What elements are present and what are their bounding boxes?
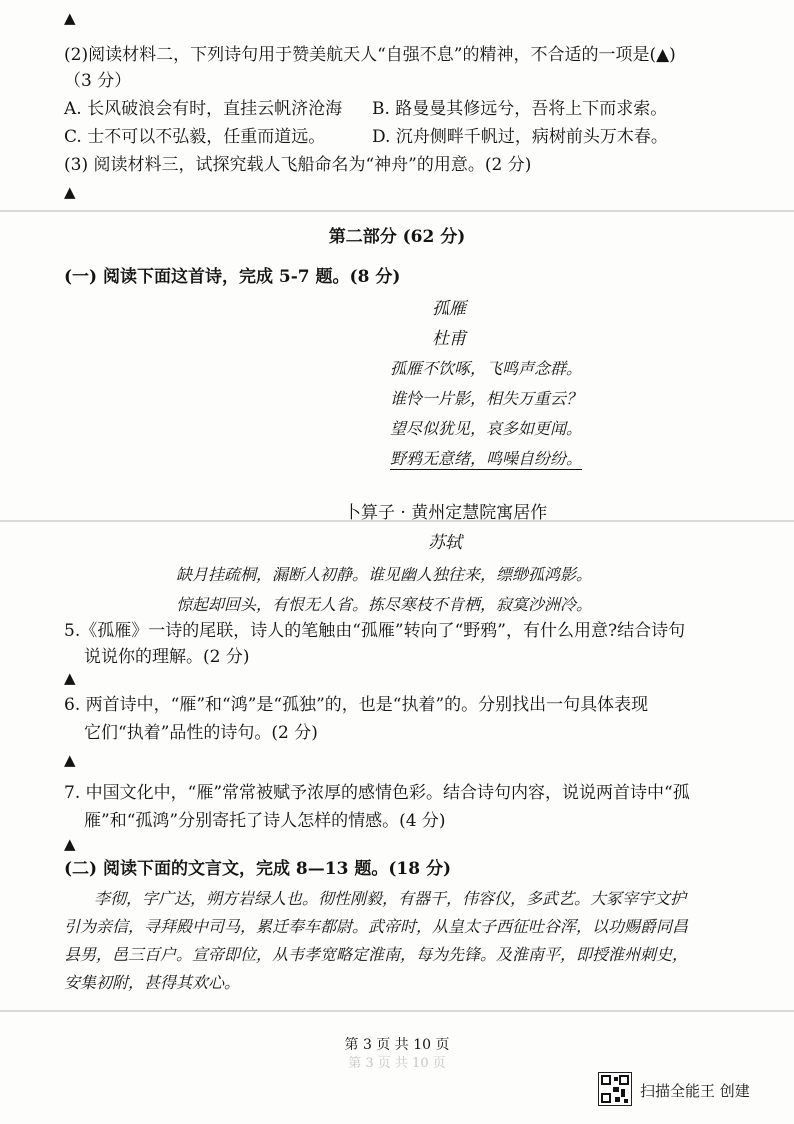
passage-line-4: 安集初附，甚得其欢心。 [64, 973, 241, 992]
option-a: A. 长风破浪会有时，直挂云帆济沧海 [64, 99, 343, 119]
scan-noise [0, 1010, 794, 1012]
question-6-line-1: 6. 两首诗中，“雁”和“鸿”是“孤独”的，也是“执着”的。分别找出一句具体表现 [64, 695, 649, 715]
poem1-author: 杜甫 [432, 329, 466, 349]
poem1-title: 孤雁 [432, 299, 466, 319]
question-4-3: (3) 阅读材料三，试探究载人飞船命名为“神舟”的用意。(2 分) [64, 155, 532, 175]
poem1-line-4-underlined: 野鸦无意绪，鸣噪自纷纷。 [390, 449, 583, 468]
poem1-line-1: 孤雁不饮啄，飞鸣声念群。 [390, 359, 583, 378]
scan-noise [0, 210, 794, 212]
poem2-line-2: 惊起却回头，有恨无人省。拣尽寒枝不肯栖，寂寞沙洲冷。 [176, 595, 593, 614]
question-6-line-2: 它们“执着”品性的诗句。(2 分) [84, 723, 318, 743]
part-two-title: 第二部分 (62 分) [328, 227, 466, 247]
poem1-line-2: 谁怜一片影，相失万重云？ [390, 389, 583, 408]
question-4-2-score: （3 分） [64, 71, 132, 91]
page-number: 第 3 页 共 10 页 [344, 1037, 450, 1053]
poem1-line-4 [390, 448, 582, 470]
answer-marker: ▲ [64, 9, 76, 27]
passage-line-1: 李彻，字广达，朔方岩绿人也。彻性刚毅，有器干，伟容仪，多武艺。大冢宰宇文护 [94, 889, 687, 908]
scanner-brand-label: 扫描全能王 创建 [640, 1082, 750, 1100]
option-c: C. 士不可以不弘毅，任重而道远。 [64, 127, 326, 147]
faint-page-number: 第 3 页 共 10 页 [348, 1056, 446, 1071]
answer-marker: ▲ [64, 751, 76, 769]
qr-code-icon [598, 1072, 632, 1106]
poem2-line-1: 缺月挂疏桐，漏断人初静。谁见幽人独往来，缥缈孤鸿影。 [176, 565, 593, 584]
answer-marker: ▲ [64, 183, 76, 201]
question-7-line-1: 7. 中国文化中，“雁”常常被赋予浓厚的感情色彩。结合诗句内容，说说两首诗中“孤 [64, 783, 690, 803]
question-7-line-2: 雁”和“孤鸿”分别寄托了诗人怎样的情感。(4 分) [84, 811, 446, 831]
poem2-author: 苏轼 [428, 533, 462, 553]
question-5-line-1: 5.《孤雁》一诗的尾联，诗人的笔触由“孤雁”转向了“野鸦”，有什么用意?结合诗句 [64, 621, 686, 641]
section-two-heading: (二) 阅读下面的文言文，完成 8—13 题。(18 分) [64, 859, 451, 879]
question-4-2-text: (2)阅读材料二，下列诗句用于赞美航天人“自强不息”的精神，不合适的一项是( [64, 45, 657, 65]
poem2-title: 卜算子 · 黄州定慧院寓居作 [344, 503, 548, 523]
section-one-heading: (一) 阅读下面这首诗，完成 5-7 题。(8 分) [64, 267, 401, 287]
answer-marker: ▲ [64, 669, 76, 687]
answer-marker: ▲ [64, 835, 76, 853]
poem1-line-3: 望尽似犹见，哀多如更闻。 [390, 419, 583, 438]
passage-line-3: 县男，邑三百户。宣帝即位，从韦孝宽略定淮南，每为先锋。及淮南平，即授淮州刺史， [64, 945, 689, 964]
question-5-line-2: 说说你的理解。(2 分) [84, 647, 250, 667]
option-d: D. 沉舟侧畔千帆过，病树前头万木春。 [372, 127, 668, 147]
passage-line-2: 引为亲信，寻拜殿中司马，累迁奉车都尉。武帝时，从皇太子西征吐谷浑，以功赐爵同昌 [64, 917, 689, 936]
question-4-2-bracket: ) [669, 45, 676, 65]
question-4-2-stem [64, 44, 676, 66]
answer-marker: ▲ [656, 45, 670, 65]
option-b: B. 路曼曼其修远兮，吾将上下而求索。 [372, 99, 668, 119]
